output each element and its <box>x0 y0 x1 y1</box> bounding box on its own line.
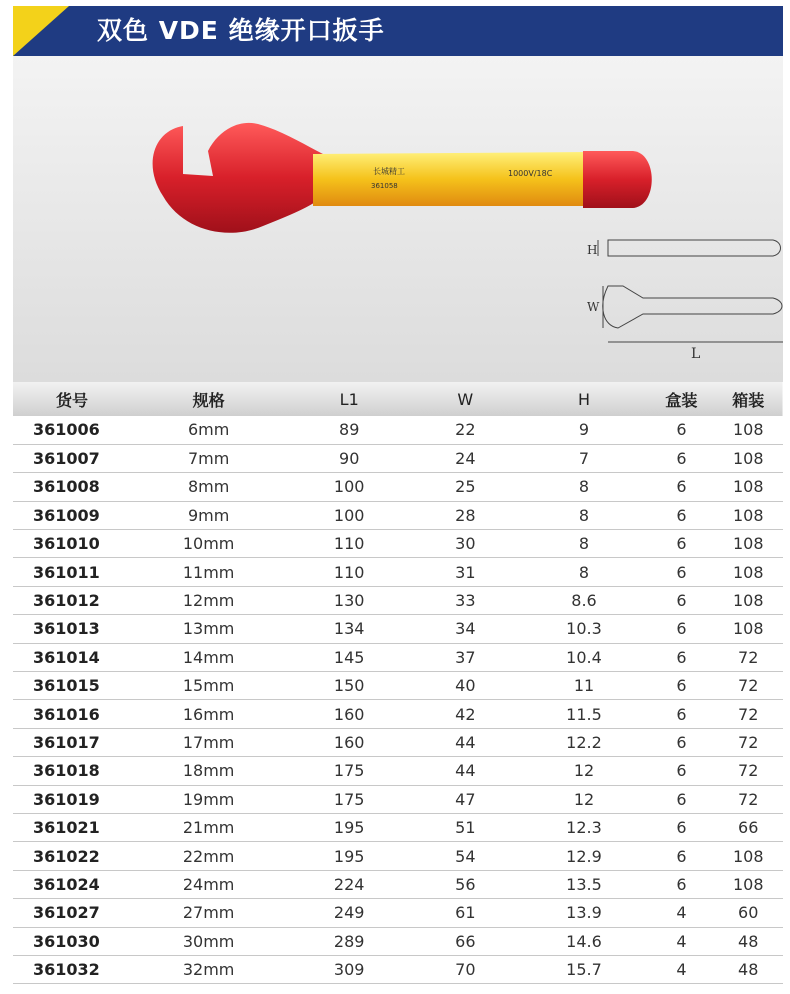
cell-item-no: 361008 <box>33 477 100 497</box>
cell-spec: 7mm <box>187 449 230 469</box>
cell-h: 7 <box>578 449 590 469</box>
cell-spec: 17mm <box>182 732 235 752</box>
table-row <box>13 530 783 558</box>
title-banner <box>13 6 783 56</box>
table-row <box>13 615 783 643</box>
cell-box: 6 <box>676 562 687 582</box>
cell-box: 6 <box>676 477 687 497</box>
cell-box: 6 <box>676 420 687 440</box>
wrench-handle <box>313 152 588 206</box>
cell-h: 12 <box>573 789 595 809</box>
table-row <box>13 955 783 983</box>
cell-item-no: 361012 <box>33 591 100 611</box>
cell-h: 8 <box>578 505 590 525</box>
cell-item-no: 361011 <box>33 562 100 582</box>
cell-spec: 27mm <box>182 903 235 923</box>
cell-case: 72 <box>738 732 759 752</box>
handle-label-3: 1000V/18C <box>508 169 553 178</box>
wrench-illustration <box>13 56 783 382</box>
cell-h: 11.5 <box>566 704 602 724</box>
banner-accent <box>13 6 69 56</box>
table-row <box>13 643 783 671</box>
cell-h: 12.2 <box>566 732 602 752</box>
cell-box: 4 <box>676 903 687 923</box>
cell-box: 6 <box>676 818 687 838</box>
cell-w: 44 <box>455 761 476 781</box>
cell-h: 8 <box>578 477 590 497</box>
cell-h: 14.6 <box>566 931 602 951</box>
handle-label-1: 长城精工 <box>373 167 405 176</box>
cell-w: 42 <box>455 704 476 724</box>
cell-l1: 160 <box>333 704 365 724</box>
cell-l1: 175 <box>333 789 365 809</box>
cell-l1: 195 <box>333 818 365 838</box>
cell-item-no: 361009 <box>33 505 100 525</box>
cell-item-no: 361032 <box>33 960 100 980</box>
table-row <box>13 870 783 898</box>
cell-spec: 13mm <box>182 619 235 639</box>
header-item-no: 货号 <box>55 390 88 410</box>
cell-item-no: 361019 <box>33 789 100 809</box>
cell-case: 72 <box>738 647 759 667</box>
cell-w: 61 <box>455 903 476 923</box>
cell-spec: 11mm <box>182 562 235 582</box>
cell-w: 54 <box>455 846 476 866</box>
cell-l1: 110 <box>333 562 365 582</box>
cell-w: 44 <box>455 732 476 752</box>
cell-w: 51 <box>455 818 476 838</box>
cell-item-no: 361017 <box>33 732 100 752</box>
cell-h: 8.6 <box>571 591 597 611</box>
cell-w: 70 <box>455 960 476 980</box>
table-row <box>13 785 783 813</box>
table-row <box>13 813 783 841</box>
header-box: 盒装 <box>665 390 698 410</box>
cell-spec: 30mm <box>182 931 235 951</box>
cell-h: 12.9 <box>566 846 602 866</box>
cell-case: 60 <box>738 903 759 923</box>
cell-l1: 249 <box>333 903 365 923</box>
table-row <box>13 672 783 700</box>
cell-case: 108 <box>732 505 764 525</box>
cell-w: 47 <box>455 789 476 809</box>
cell-case: 72 <box>738 704 759 724</box>
cell-box: 6 <box>676 789 687 809</box>
cell-l1: 150 <box>333 676 365 696</box>
cell-box: 6 <box>676 534 687 554</box>
cell-h: 12.3 <box>566 818 602 838</box>
cell-h: 13.5 <box>566 874 602 894</box>
cell-w: 33 <box>455 591 476 611</box>
cell-case: 72 <box>738 761 759 781</box>
cell-spec: 24mm <box>182 874 235 894</box>
cell-l1: 110 <box>333 534 365 554</box>
cell-case: 108 <box>732 477 764 497</box>
cell-l1: 160 <box>333 732 365 752</box>
cell-w: 24 <box>455 449 476 469</box>
header-h: H <box>577 389 590 409</box>
cell-box: 6 <box>676 846 687 866</box>
cell-case: 72 <box>738 789 759 809</box>
cell-item-no: 361030 <box>33 931 100 951</box>
cell-l1: 145 <box>333 647 365 667</box>
table-row <box>13 586 783 614</box>
table-row <box>13 842 783 870</box>
cell-box: 6 <box>676 591 687 611</box>
cell-l1: 195 <box>333 846 365 866</box>
cell-h: 10.3 <box>566 619 602 639</box>
cell-l1: 89 <box>339 420 360 440</box>
cell-w: 28 <box>455 505 476 525</box>
table-row <box>13 558 783 586</box>
cell-box: 6 <box>676 732 687 752</box>
cell-case: 48 <box>738 931 759 951</box>
cell-item-no: 361014 <box>33 647 100 667</box>
diagram-label-l: L <box>691 346 701 362</box>
cell-spec: 10mm <box>182 534 235 554</box>
cell-w: 30 <box>455 534 476 554</box>
cell-case: 108 <box>732 420 764 440</box>
header-l1: L1 <box>339 389 359 409</box>
table-row <box>13 416 783 444</box>
cell-spec: 21mm <box>182 818 235 838</box>
table-row <box>13 899 783 927</box>
cell-l1: 175 <box>333 761 365 781</box>
side-view-diagram <box>598 240 781 256</box>
table-row <box>13 473 783 501</box>
cell-h: 11 <box>573 676 595 696</box>
cell-w: 37 <box>455 647 476 667</box>
cell-case: 108 <box>732 449 764 469</box>
cell-box: 6 <box>676 874 687 894</box>
header-case: 箱装 <box>732 390 765 410</box>
cell-case: 108 <box>732 619 764 639</box>
cell-case: 108 <box>732 562 764 582</box>
header-w: W <box>457 389 474 409</box>
cell-box: 6 <box>676 704 687 724</box>
cell-w: 31 <box>455 562 476 582</box>
cell-w: 25 <box>455 477 476 497</box>
cell-item-no: 361018 <box>33 761 100 781</box>
spec-table <box>13 382 783 984</box>
cell-l1: 309 <box>333 960 365 980</box>
cell-h: 8 <box>578 562 590 582</box>
header-spec: 规格 <box>192 390 225 410</box>
cell-item-no: 361027 <box>33 903 100 923</box>
diagram-label-w: W <box>587 300 600 314</box>
cell-l1: 134 <box>333 619 365 639</box>
cell-spec: 14mm <box>182 647 235 667</box>
cell-spec: 32mm <box>182 960 235 980</box>
cell-item-no: 361021 <box>33 818 100 838</box>
cell-item-no: 361016 <box>33 704 100 724</box>
table-header-row <box>13 382 783 416</box>
wrench-head <box>153 123 323 233</box>
product-image <box>13 56 783 382</box>
table-row <box>13 501 783 529</box>
cell-case: 108 <box>732 534 764 554</box>
cell-case: 108 <box>732 874 764 894</box>
cell-item-no: 361024 <box>33 874 100 894</box>
cell-item-no: 361007 <box>33 449 100 469</box>
cell-h: 12 <box>573 761 595 781</box>
cell-spec: 18mm <box>182 761 235 781</box>
cell-case: 66 <box>738 818 759 838</box>
cell-spec: 15mm <box>182 676 235 696</box>
diagram-label-h: H <box>587 243 598 257</box>
cell-spec: 8mm <box>187 477 230 497</box>
cell-h: 10.4 <box>566 647 602 667</box>
cell-box: 4 <box>676 931 687 951</box>
cell-l1: 100 <box>333 477 365 497</box>
cell-box: 6 <box>676 647 687 667</box>
table-row <box>13 444 783 472</box>
cell-spec: 12mm <box>182 591 235 611</box>
wrench-handle-end <box>583 151 652 208</box>
cell-spec: 9mm <box>187 505 230 525</box>
cell-box: 6 <box>676 676 687 696</box>
cell-item-no: 361022 <box>33 846 100 866</box>
cell-case: 72 <box>738 676 759 696</box>
cell-l1: 224 <box>333 874 365 894</box>
cell-item-no: 361010 <box>33 534 100 554</box>
cell-w: 22 <box>455 420 476 440</box>
page-title: 双色 VDE 绝缘开口扳手 <box>97 16 385 45</box>
cell-item-no: 361006 <box>33 420 100 440</box>
cell-box: 6 <box>676 449 687 469</box>
cell-case: 108 <box>732 591 764 611</box>
top-view-diagram <box>603 286 783 342</box>
table-row <box>13 757 783 785</box>
cell-w: 40 <box>455 676 476 696</box>
cell-l1: 90 <box>339 449 360 469</box>
cell-case: 48 <box>738 960 759 980</box>
cell-l1: 100 <box>333 505 365 525</box>
table-row <box>13 927 783 955</box>
handle-label-2: 361058 <box>371 182 398 190</box>
table-row <box>13 728 783 756</box>
cell-box: 6 <box>676 761 687 781</box>
cell-w: 56 <box>455 874 476 894</box>
table-row <box>13 700 783 728</box>
cell-box: 6 <box>676 505 687 525</box>
cell-h: 13.9 <box>566 903 602 923</box>
cell-w: 66 <box>455 931 476 951</box>
cell-item-no: 361015 <box>33 676 100 696</box>
cell-spec: 6mm <box>187 420 230 440</box>
cell-h: 9 <box>578 420 590 440</box>
cell-h: 15.7 <box>566 960 602 980</box>
cell-l1: 130 <box>333 591 365 611</box>
cell-box: 4 <box>676 960 687 980</box>
cell-item-no: 361013 <box>33 619 100 639</box>
cell-w: 34 <box>455 619 476 639</box>
cell-spec: 19mm <box>182 789 235 809</box>
cell-spec: 16mm <box>182 704 235 724</box>
cell-spec: 22mm <box>182 846 235 866</box>
cell-l1: 289 <box>333 931 365 951</box>
cell-box: 6 <box>676 619 687 639</box>
cell-case: 108 <box>732 846 764 866</box>
cell-h: 8 <box>578 534 590 554</box>
